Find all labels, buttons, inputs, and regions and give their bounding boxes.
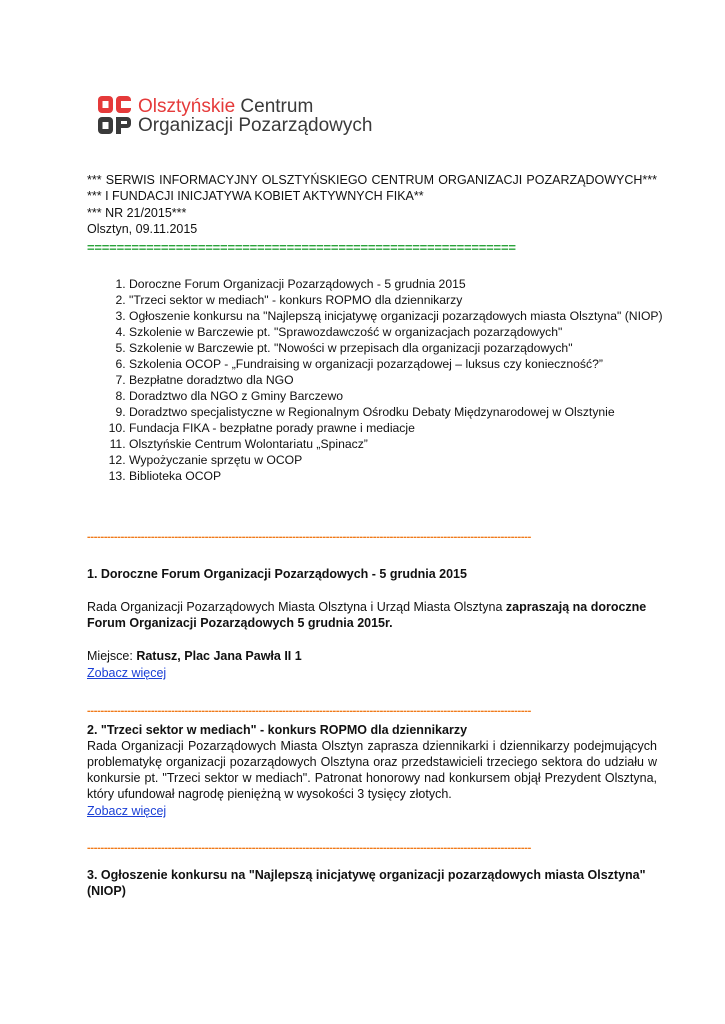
header-issue-number: *** NR 21/2015*** [87, 206, 187, 220]
section-2-text: Rada Organizacji Pozarządowych Miasta Olsztyn zaprasza dziennikarki i dziennikarzy podejmujących problematykę organizacji pozarządowych Olsztyna oraz przedstawicieli trzeciego sektora do udziału w konkursie pt. "Trzeci sektor w mediach". Patronat honorowy nad konkursem objął Prezydent Olsztyna, który ufundował nagrodę pieniężną w wysokości 3 tysięcy złotych. [87, 739, 657, 801]
header-line-1: *** SERWIS INFORMACYJNY OLSZTYŃSKIEGO CENTRUM ORGANIZACJI POZARZĄDOWYCH*** [87, 173, 657, 187]
header-line-2: *** I FUNDACJI INICJATYWA KOBIET AKTYWNYCH FIKA** [87, 189, 424, 203]
section-1-text-plain: Rada Organizacji Pozarządowych Miasta Olsztyna i Urząd Miasta Olsztyna [87, 600, 506, 614]
section-1-title: 1. Doroczne Forum Organizacji Pozarządowych - 5 grudnia 2015 [87, 567, 467, 581]
section-2-title-text: . "Trzeci sektor w mediach" - konkurs ROPMO dla dziennikarzy [93, 723, 468, 737]
toc-item[interactable]: 3. Ogłoszenie konkursu na "Najlepszą inicjatywę organizacji pozarządowych miasta Olsztyna" (NIOP) [129, 308, 689, 324]
toc-item[interactable]: 8. Doradztwo dla NGO z Gminy Barczewo [129, 388, 689, 404]
section-1-place-label: Miejsce: [87, 649, 137, 663]
toc-item[interactable]: 13. Biblioteka OCOP [129, 468, 689, 484]
toc-item[interactable]: 9. Doradztwo specjalistyczne w Regionalnym Ośrodku Debaty Międzynarodowej w Olsztynie [129, 404, 689, 420]
section-2-number: 2 [87, 723, 94, 737]
section-3-title: 3. Ogłoszenie konkursu na "Najlepszą inicjatywę organizacji pozarządowych miasta Olsztyna" (NIOP) [87, 868, 646, 898]
logo-word-olsztynskie: Olsztyńskie [138, 96, 236, 117]
orange-dash-separator: ------------------------------------------------------------------------------------------------------------------------------------ [87, 843, 531, 853]
toc-item[interactable]: 5. Szkolenie w Barczewie pt. "Nowości w przepisach dla organizacji pozarządowych" [129, 340, 689, 356]
toc-item[interactable]: 11. Olsztyńskie Centrum Wolontariatu „Spinacz” [129, 436, 689, 452]
header-date: Olsztyn, 09.11.2015 [87, 222, 198, 236]
toc-item[interactable]: 4. Szkolenie w Barczewie pt. "Sprawozdawczość w organizacjach pozarządowych" [129, 324, 689, 340]
section-2-see-more-link[interactable]: Zobacz więcej [87, 804, 167, 818]
orange-dash-separator: ------------------------------------------------------------------------------------------------------------------------------------ [87, 532, 531, 542]
section-1-see-more-link[interactable]: Zobacz więcej [87, 666, 167, 680]
orange-dash-separator: ------------------------------------------------------------------------------------------------------------------------------------ [87, 706, 531, 716]
ocop-logo-mark-icon [98, 96, 132, 136]
ocop-logo [98, 96, 388, 140]
section-1-text-bold: zapraszają na doroczne Forum Organizacji Pozarządowych 5 grudnia 2015r. [87, 600, 647, 630]
logo-word-centrum: Centrum [240, 96, 314, 117]
toc-item[interactable]: 2. "Trzeci sektor w mediach" - konkurs ROPMO dla dziennikarzy [129, 292, 689, 308]
section-1-place [87, 648, 657, 664]
toc-item[interactable]: 1. Doroczne Forum Organizacji Pozarządowych - 5 grudnia 2015 [129, 276, 689, 292]
section-1-more [87, 665, 657, 681]
toc-item[interactable]: 6. Szkolenia OCOP - „Fundraising w organizacji pozarządowej – luksus czy konieczność?” [129, 356, 689, 372]
logo-word-organizacji: Organizacji Pozarządowych [138, 115, 373, 136]
section-2-title [87, 722, 657, 738]
section-1-place-value: Ratusz, Plac Jana Pawła II 1 [136, 649, 302, 663]
toc-item[interactable]: 7. Bezpłatne doradztwo dla NGO [129, 372, 689, 388]
logo-wordmark [138, 97, 372, 135]
green-separator: ========================================================== [87, 240, 516, 255]
section-2-more [87, 803, 657, 819]
section-1-text [87, 599, 657, 631]
toc-item[interactable]: 12. Wypożyczanie sprzętu w OCOP [129, 452, 689, 468]
toc-item[interactable]: 10. Fundacja FIKA - bezpłatne porady prawne i mediacje [129, 420, 689, 436]
table-of-contents [87, 276, 689, 484]
